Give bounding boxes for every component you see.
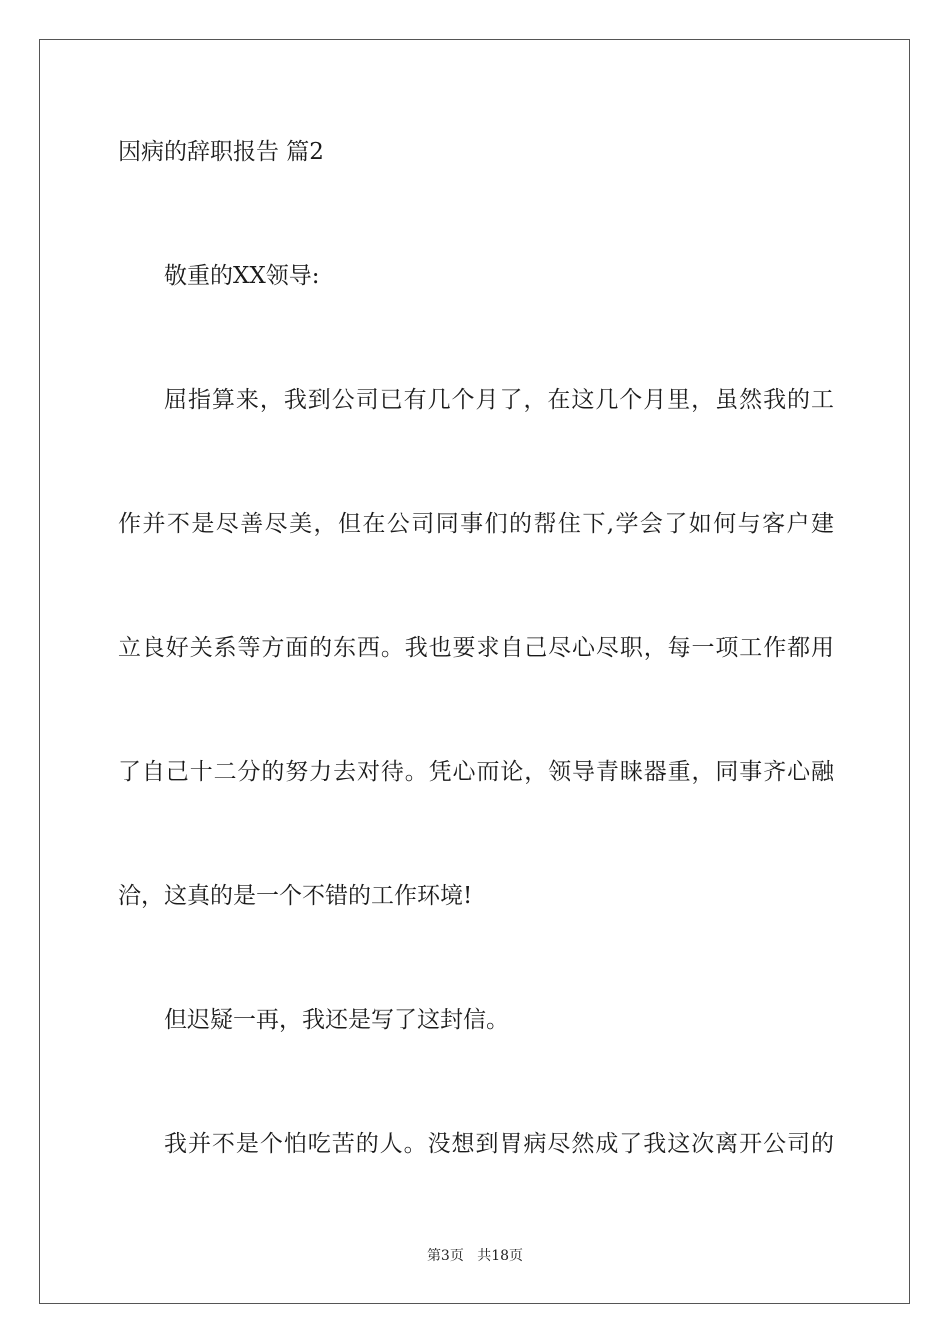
paragraph-line: 屈指算来，我到公司已有几个月了，在这几个月里，虽然我的工: [164, 387, 834, 413]
paragraph-line: 了自己十二分的努力去对待。凭心而论，领导青睐器重，同事齐心融: [118, 759, 834, 785]
page-border: [39, 39, 910, 1304]
document-title: 因病的辞职报告 篇2: [118, 139, 324, 165]
paragraph-line: 作并不是尽善尽美，但在公司同事们的帮住下,学会了如何与客户建: [118, 511, 834, 537]
page-number: 第3页: [426, 1248, 464, 1264]
page-footer: [0, 1247, 950, 1265]
paragraph-line: 洽，这真的是一个不错的工作环境!: [118, 883, 473, 909]
page-total: 共18页: [477, 1248, 524, 1264]
paragraph-line: 我并不是个怕吃苦的人。没想到胃病尽然成了我这次离开公司的: [164, 1131, 834, 1157]
salutation: 敬重的XX领导:: [164, 263, 320, 289]
paragraph-line: 但迟疑一再，我还是写了这封信。: [164, 1007, 509, 1033]
paragraph-line: 立良好关系等方面的东西。我也要求自己尽心尽职，每一项工作都用: [118, 635, 834, 661]
